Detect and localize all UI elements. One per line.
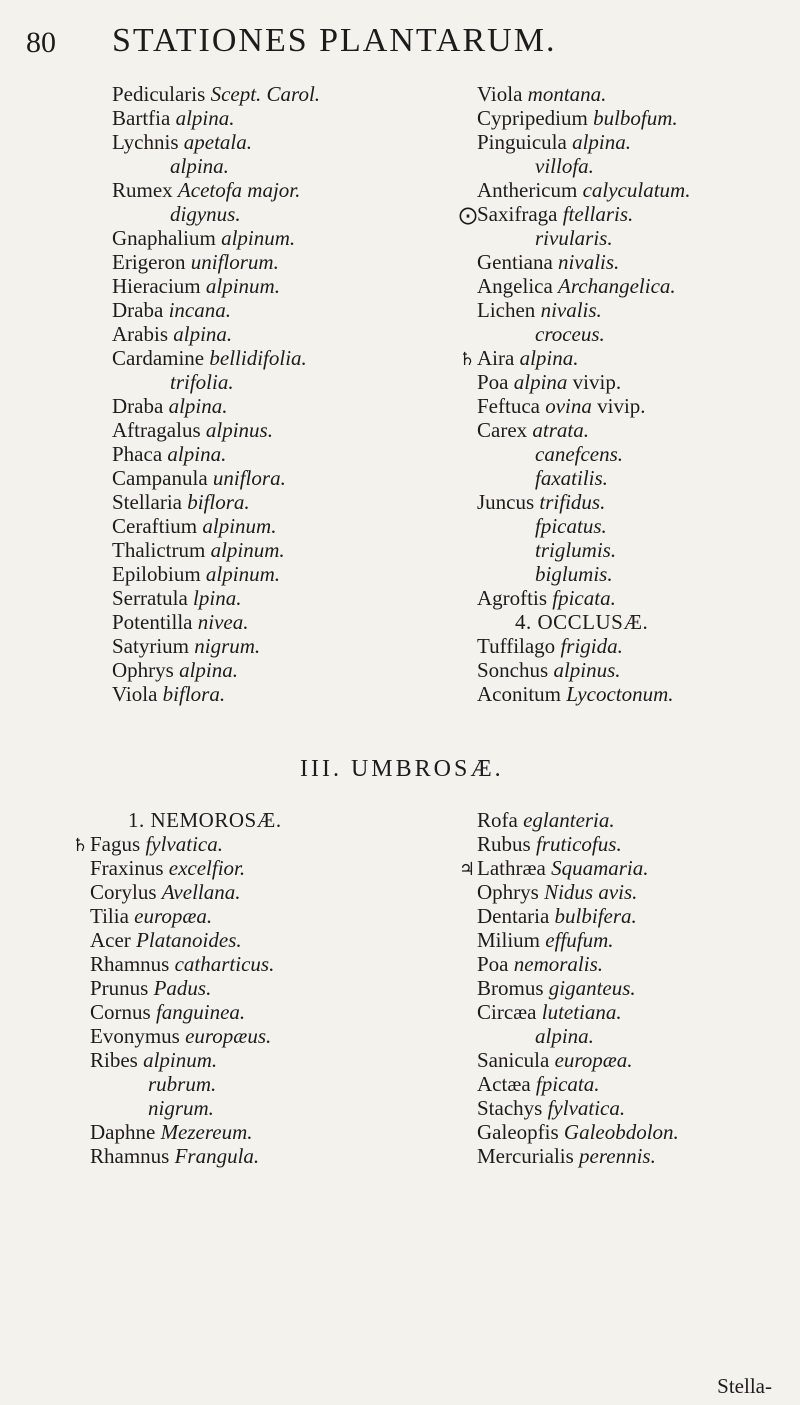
species-epithet: triglumis. [535, 538, 617, 562]
running-title: STATIONES PLANTARUM. [112, 22, 557, 59]
species-epithet: Lycoctonum. [566, 682, 674, 706]
variety-note: vivip. [572, 370, 622, 394]
species-column-2 [459, 82, 691, 706]
species-entry [112, 562, 320, 586]
genus-name: Mercurialis [477, 1144, 574, 1168]
species-entry [477, 514, 690, 538]
genus-name: Circæa [477, 1000, 537, 1024]
genus-name: Viola [112, 682, 158, 706]
genus-name: Ophrys [112, 658, 174, 682]
species-epithet: alpinum. [202, 514, 277, 538]
genus-name: Erigeron [112, 250, 186, 274]
species-entry [477, 634, 690, 658]
genus-name: Tuffilago [477, 634, 556, 658]
species-epithet: nigrum. [194, 634, 261, 658]
species-epithet: faxatilis. [535, 466, 608, 490]
duration-symbol-icon: ⨀ [459, 205, 477, 225]
species-epithet: europæus. [185, 1024, 272, 1048]
species-epithet: fylvatica. [145, 832, 223, 856]
genus-name: Poa [477, 370, 509, 394]
genus-name: Saxifraga [477, 202, 558, 226]
genus-name: Daphne [90, 1120, 156, 1144]
species-epithet: fylvatica. [547, 1096, 626, 1120]
genus-name: Ribes [90, 1048, 138, 1072]
species-epithet: nivea. [197, 610, 249, 634]
species-epithet: alpinum. [210, 538, 285, 562]
species-entry [112, 442, 320, 466]
species-column-4 [459, 808, 679, 1168]
species-epithet: alpina. [170, 154, 229, 178]
genus-name: Lathræa [477, 856, 546, 880]
genus-name: Sanicula [477, 1048, 550, 1072]
genus-name: Serratula [112, 586, 188, 610]
genus-name: Carex [477, 418, 528, 442]
species-epithet: alpina. [572, 130, 631, 154]
species-entry [477, 538, 690, 562]
species-epithet: apetala. [183, 130, 252, 154]
species-entry [112, 394, 320, 418]
species-entry [90, 904, 282, 928]
species-epithet: Padus. [153, 976, 212, 1000]
species-entry [112, 658, 320, 682]
species-entry [477, 1144, 679, 1168]
species-entry [477, 106, 690, 130]
species-epithet: bulbifera. [554, 904, 637, 928]
species-entry [477, 658, 690, 682]
species-entry [112, 610, 320, 634]
species-entry [112, 586, 320, 610]
species-entry [112, 226, 320, 250]
species-entry [477, 394, 690, 418]
species-epithet: effufum. [545, 928, 614, 952]
species-entry [90, 1072, 282, 1096]
species-epithet: europæa. [134, 904, 213, 928]
genus-name: Rhamnus [90, 1144, 170, 1168]
genus-name: Tilia [90, 904, 129, 928]
species-entry [477, 928, 679, 952]
species-entry [112, 682, 320, 706]
genus-name: Poa [477, 952, 509, 976]
genus-name: Fagus [90, 832, 141, 856]
species-epithet: biflora. [187, 490, 250, 514]
species-column-3 [72, 808, 282, 1168]
species-epithet: excelfior. [168, 856, 246, 880]
species-epithet: canefcens. [535, 442, 624, 466]
species-epithet: perennis. [579, 1144, 656, 1168]
genus-name: Aira [477, 346, 515, 370]
species-epithet: biglumis. [535, 562, 613, 586]
species-epithet: alpina. [168, 394, 228, 418]
species-entry [477, 370, 690, 394]
species-entry [72, 832, 282, 856]
species-epithet: catharticus. [174, 952, 275, 976]
species-epithet: incana. [168, 298, 231, 322]
species-entry [459, 202, 690, 226]
genus-name: Rhamnus [90, 952, 170, 976]
genus-name: Rofa [477, 808, 518, 832]
genus-name: Hieracium [112, 274, 201, 298]
species-epithet: bellidifolia. [209, 346, 307, 370]
species-entry [112, 106, 320, 130]
genus-name: Arabis [112, 322, 168, 346]
species-epithet: ovina [545, 394, 592, 418]
species-entry [477, 1048, 679, 1072]
species-entry [112, 130, 320, 154]
species-entry [90, 1120, 282, 1144]
genus-name: Evonymus [90, 1024, 180, 1048]
species-entry [477, 904, 679, 928]
catchword: Stella- [717, 1374, 772, 1398]
species-epithet: Acetofa major. [177, 178, 301, 202]
species-entry [112, 82, 320, 106]
species-epithet: alpina. [519, 346, 579, 370]
species-entry [90, 856, 282, 880]
species-epithet: fpicatus. [535, 514, 607, 538]
genus-name: Sonchus [477, 658, 549, 682]
species-epithet: fanguinea. [155, 1000, 246, 1024]
genus-name: Rumex [112, 178, 173, 202]
genus-name: Bartfia [112, 106, 171, 130]
species-entry [90, 1048, 282, 1072]
species-entry [90, 1024, 282, 1048]
species-entry [477, 1024, 679, 1048]
species-entry [477, 154, 690, 178]
genus-name: Agroftis [477, 586, 547, 610]
genus-name: Gnaphalium [112, 226, 216, 250]
genus-name: Anthericum [477, 178, 578, 202]
genus-name: Ophrys [477, 880, 539, 904]
species-entry [477, 682, 690, 706]
species-epithet: Scept. Carol. [210, 82, 321, 106]
species-epithet: Mezereum. [160, 1120, 253, 1144]
species-epithet: alpina. [175, 106, 235, 130]
genus-name: Lichen [477, 298, 536, 322]
species-entry [477, 226, 690, 250]
species-entry [477, 976, 679, 1000]
species-epithet: alpina. [179, 658, 239, 682]
species-epithet: eglanteria. [523, 808, 615, 832]
species-entry [112, 346, 320, 370]
species-epithet: alpina. [173, 322, 233, 346]
genus-name: Pinguicula [477, 130, 567, 154]
species-epithet: fpicata. [535, 1072, 600, 1096]
species-epithet: alpina [513, 370, 568, 394]
species-entry [112, 466, 320, 490]
genus-name: Aconitum [477, 682, 561, 706]
species-epithet: uniflora. [212, 466, 286, 490]
species-epithet: montana. [527, 82, 607, 106]
species-epithet: alpinus. [553, 658, 621, 682]
species-epithet: fpicata. [552, 586, 616, 610]
species-epithet: alpina. [167, 442, 227, 466]
subsection-heading: 1. NEMOROSÆ. [128, 808, 282, 832]
species-entry [112, 322, 320, 346]
genus-name: Ceraftium [112, 514, 198, 538]
species-entry [477, 1120, 679, 1144]
species-epithet: fruticofus. [535, 832, 622, 856]
species-entry [477, 418, 690, 442]
genus-name: Potentilla [112, 610, 193, 634]
genus-name: Cypripedium [477, 106, 588, 130]
species-entry [112, 634, 320, 658]
species-entry [477, 82, 690, 106]
species-epithet: nivalis. [558, 250, 620, 274]
genus-name: Epilobium [112, 562, 201, 586]
genus-name: Cardamine [112, 346, 205, 370]
species-entry [90, 952, 282, 976]
species-epithet: Nidus avis. [544, 880, 638, 904]
species-epithet: uniflorum. [190, 250, 279, 274]
species-entry [112, 274, 320, 298]
genus-name: Lychnis [112, 130, 179, 154]
genus-name: Fraxinus [90, 856, 164, 880]
species-entry [90, 928, 282, 952]
species-epithet: alpinum. [205, 562, 281, 586]
species-epithet: trifidus. [539, 490, 606, 514]
genus-name: Draba [112, 298, 164, 322]
species-epithet: nigrum. [148, 1096, 214, 1120]
genus-name: Prunus [90, 976, 149, 1000]
duration-symbol-icon: ♃ [459, 859, 476, 879]
species-epithet: Frangula. [174, 1144, 260, 1168]
subsection-heading: 4. OCCLUSÆ. [515, 610, 649, 634]
species-entry [112, 250, 320, 274]
species-epithet: villofa. [535, 154, 594, 178]
species-entry [90, 1144, 282, 1168]
species-entry [112, 418, 320, 442]
species-entry [477, 298, 690, 322]
genus-name: Draba [112, 394, 164, 418]
species-column-1 [112, 82, 320, 706]
species-entry [477, 586, 690, 610]
species-epithet: trifolia. [170, 370, 234, 394]
species-epithet: lutetiana. [541, 1000, 622, 1024]
page-number: 80 [26, 26, 56, 59]
species-entry [477, 1072, 679, 1096]
species-epithet: calyculatum. [582, 178, 691, 202]
species-epithet: Avellana. [161, 880, 241, 904]
species-entry [477, 952, 679, 976]
duration-symbol-icon: ♄ [72, 835, 89, 855]
species-entry [112, 154, 320, 178]
species-epithet: atrata. [532, 418, 589, 442]
variety-note: vivip. [597, 394, 646, 418]
genus-name: Satyrium [112, 634, 189, 658]
species-entry [477, 880, 679, 904]
genus-name: Milium [477, 928, 541, 952]
species-entry [477, 1000, 679, 1024]
species-entry [477, 442, 690, 466]
genus-name: Viola [477, 82, 523, 106]
duration-symbol-icon: ♄ [459, 349, 476, 369]
species-entry [477, 808, 679, 832]
species-epithet: nemoralis. [513, 952, 603, 976]
genus-name: Feftuca [477, 394, 540, 418]
genus-name: Stachys [477, 1096, 543, 1120]
genus-name: Corylus [90, 880, 157, 904]
species-epithet: alpinum. [205, 274, 280, 298]
species-epithet: ftellaris. [562, 202, 634, 226]
genus-name: Stellaria [112, 490, 182, 514]
genus-name: Aftragalus [112, 418, 201, 442]
species-epithet: europæa. [554, 1048, 633, 1072]
genus-name: Acer [90, 928, 131, 952]
genus-name: Campanula [112, 466, 208, 490]
species-epithet: digynus. [170, 202, 241, 226]
species-entry [477, 250, 690, 274]
genus-name: Dentaria [477, 904, 550, 928]
species-entry [112, 370, 320, 394]
genus-name: Pedicularis [112, 82, 206, 106]
species-epithet: Platanoides. [136, 928, 242, 952]
species-epithet: lpina. [193, 586, 242, 610]
species-epithet: croceus. [535, 322, 605, 346]
species-epithet: Archangelica. [558, 274, 676, 298]
genus-name: Rubus [477, 832, 531, 856]
species-epithet: giganteus. [548, 976, 636, 1000]
species-entry [90, 1096, 282, 1120]
species-entry [477, 466, 690, 490]
genus-name: Cornus [90, 1000, 151, 1024]
species-epithet: rivularis. [535, 226, 613, 250]
species-epithet: Galeobdolon. [563, 1120, 679, 1144]
species-epithet: alpina. [535, 1024, 594, 1048]
species-entry [477, 274, 690, 298]
genus-name: Bromus [477, 976, 544, 1000]
species-entry [90, 1000, 282, 1024]
species-entry [459, 856, 679, 880]
species-entry [112, 490, 320, 514]
species-entry [112, 514, 320, 538]
species-entry [112, 298, 320, 322]
genus-name: Juncus [477, 490, 535, 514]
genus-name: Phaca [112, 442, 163, 466]
species-epithet: frigida. [560, 634, 623, 658]
genus-name: Thalictrum [112, 538, 206, 562]
species-entry [90, 976, 282, 1000]
species-entry [477, 562, 690, 586]
species-entry [477, 130, 690, 154]
species-entry [459, 346, 690, 370]
species-epithet: alpinum. [143, 1048, 218, 1072]
species-entry [112, 538, 320, 562]
genus-name: Actæa [477, 1072, 531, 1096]
species-epithet: bulbofum. [593, 106, 678, 130]
species-entry [477, 322, 690, 346]
species-epithet: Squamaria. [551, 856, 649, 880]
genus-name: Galeopfis [477, 1120, 559, 1144]
species-epithet: biflora. [162, 682, 226, 706]
species-entry [477, 178, 690, 202]
species-entry [477, 1096, 679, 1120]
section-heading: III. UMBROSÆ. [300, 756, 504, 782]
species-epithet: alpinum. [221, 226, 296, 250]
species-entry [112, 178, 320, 202]
species-entry [477, 490, 690, 514]
species-entry [112, 202, 320, 226]
genus-name: Gentiana [477, 250, 553, 274]
species-entry [90, 880, 282, 904]
species-entry [477, 832, 679, 856]
genus-name: Angelica [477, 274, 553, 298]
species-epithet: rubrum. [148, 1072, 217, 1096]
species-epithet: alpinus. [205, 418, 273, 442]
species-epithet: nivalis. [540, 298, 602, 322]
